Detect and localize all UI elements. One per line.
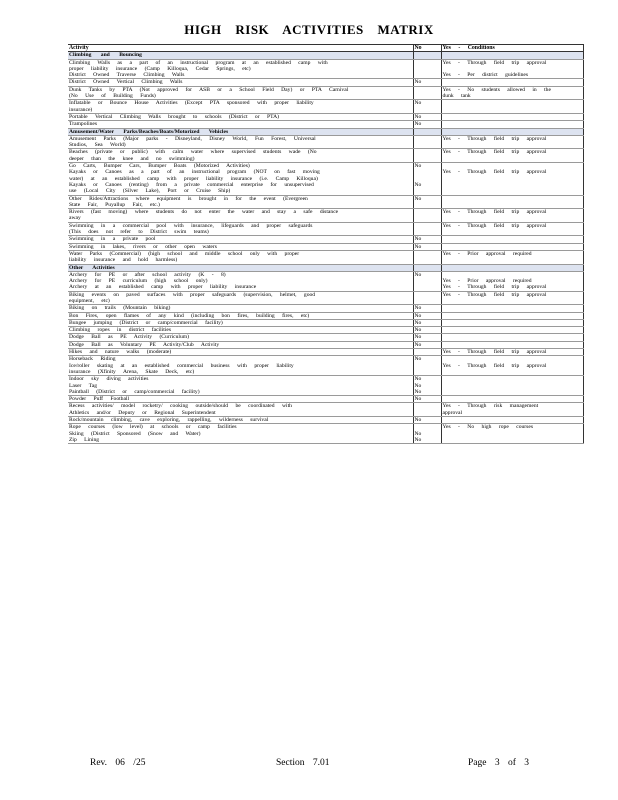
no-value: No — [414, 436, 422, 443]
activity-line: District Owned Vertical Climbing Walls — [69, 79, 183, 86]
activity-cell — [68, 271, 413, 291]
table-row — [68, 149, 583, 163]
condition-line — [443, 313, 582, 319]
activity-cell — [68, 250, 413, 264]
condition-line — [443, 156, 582, 162]
conditions-cell — [441, 121, 583, 128]
condition-line — [443, 215, 582, 221]
table-row — [68, 319, 583, 326]
activity-line: deeper than the knee and no swimming) — [69, 155, 195, 162]
activity-line: Horseback Riding — [69, 356, 116, 363]
activity-cell — [68, 417, 413, 424]
no-cell — [413, 209, 441, 223]
no-value: No — [414, 341, 422, 348]
no-cell — [413, 113, 441, 120]
no-cell — [413, 312, 441, 319]
condition-line: Yes - Through risk management — [442, 403, 539, 410]
no-cell — [413, 327, 441, 334]
no-cell — [413, 135, 441, 149]
activity-cell — [68, 222, 413, 236]
condition-line — [443, 369, 582, 375]
activity-cell — [68, 334, 413, 341]
activity-line: water) at an established camp with proper liability insurance (i.e. Camp Killoqua) — [69, 175, 318, 182]
condition-line — [443, 334, 582, 340]
no-value: No — [414, 334, 422, 341]
condition-line — [443, 320, 582, 326]
conditions-cell — [441, 163, 583, 195]
section-header-row — [68, 128, 583, 135]
activity-cell — [68, 236, 413, 243]
section-cell-blank — [441, 128, 583, 135]
table-row — [68, 312, 583, 319]
activity-line: Water Parks (Commercial) (high school and middle school only with proper — [69, 250, 300, 257]
conditions-cell — [441, 319, 583, 326]
activity-line: Rope courses (low level) at schools or camp facilities — [69, 424, 237, 431]
no-value — [415, 349, 440, 355]
table-row — [68, 305, 583, 312]
table-row — [68, 195, 583, 209]
no-cell — [413, 424, 441, 444]
condition-line — [443, 107, 582, 113]
activity-cell — [68, 163, 413, 195]
activity-line: Swimming in a private pool — [69, 236, 156, 243]
activity-line: Archery at an established camp with proper liability insurance — [69, 284, 257, 291]
condition-line — [443, 236, 582, 242]
condition-line — [443, 244, 582, 250]
activity-line: (This does not refer to District swim teams) — [69, 229, 209, 236]
no-cell — [413, 319, 441, 326]
table-row — [68, 113, 583, 120]
footer-revision: Rev. 06 /25 — [90, 758, 146, 768]
no-cell — [413, 271, 441, 291]
section-cell-blank — [413, 264, 441, 271]
activity-line: insurance) — [69, 106, 93, 113]
condition-line — [443, 202, 582, 208]
conditions-cell — [441, 79, 583, 86]
condition-line: Yes - Through field trip approval — [442, 149, 547, 156]
table-row — [68, 243, 583, 250]
activity-line: Studios, Sea World) — [69, 142, 126, 149]
no-cell — [413, 243, 441, 250]
activity-line: Powder Puff Football — [69, 396, 130, 403]
column-header-conditions: Yes - Conditions — [441, 45, 583, 52]
activity-line: Beaches (private or public) with calm water where supervised students wade (No — [69, 149, 317, 156]
condition-line — [443, 417, 582, 423]
no-value: No — [414, 356, 422, 363]
no-value — [415, 215, 440, 221]
section-cell-blank — [441, 52, 583, 59]
activity-line: Recess activities/ model rocketry/ cooking outside/should be coordinated with — [69, 403, 292, 410]
conditions-cell — [441, 396, 583, 403]
no-value: No — [414, 243, 422, 250]
condition-line: Yes - Prior approval required — [442, 250, 532, 257]
no-value — [415, 298, 440, 304]
activity-line: Bungee jumping (District or camp/commercial facility) — [69, 319, 223, 326]
activity-line: Climbing Walls as a part of an instructional program at an established camp with — [69, 59, 328, 66]
conditions-cell — [441, 356, 583, 376]
section-header-row — [68, 264, 583, 271]
condition-line — [443, 298, 582, 304]
conditions-cell — [441, 209, 583, 223]
no-cell — [413, 250, 441, 264]
conditions-cell — [441, 341, 583, 348]
no-value: No — [414, 382, 422, 389]
no-cell — [413, 59, 441, 79]
section-header-row — [68, 52, 583, 59]
condition-line: Yes - Through field trip approval — [442, 362, 547, 369]
conditions-cell — [441, 334, 583, 341]
no-cell — [413, 222, 441, 236]
no-value: No — [414, 396, 422, 403]
table-row — [68, 59, 583, 79]
no-value: No — [414, 195, 422, 202]
no-value — [415, 284, 440, 290]
no-value: No — [414, 417, 422, 424]
section-label: Climbing and Bouncing — [68, 52, 413, 59]
activity-line: (No Use of Building Funds) — [69, 93, 156, 100]
table-row — [68, 334, 583, 341]
conditions-cell — [441, 135, 583, 149]
condition-line — [443, 396, 582, 402]
activity-cell — [68, 312, 413, 319]
activity-line: Indoor sky diving activities — [69, 376, 149, 383]
conditions-cell — [441, 250, 583, 264]
no-cell — [413, 334, 441, 341]
activity-cell — [68, 209, 413, 223]
no-cell — [413, 121, 441, 128]
conditions-cell — [441, 349, 583, 356]
no-value: No — [414, 327, 422, 334]
activity-cell — [68, 149, 413, 163]
no-cell — [413, 305, 441, 312]
condition-line: Yes - No high rope courses — [442, 424, 533, 431]
activity-line: Ice/roller skating at an established commercial business with proper liability — [69, 362, 294, 369]
no-value — [415, 156, 440, 162]
activity-cell — [68, 59, 413, 79]
activity-line: Rivers (fast moving) where students do not enter the water and stay a safe distance — [69, 209, 339, 216]
condition-line — [443, 305, 582, 311]
condition-line: Yes - Through field trip approval — [442, 284, 547, 291]
condition-line: Yes - Through field trip approval — [442, 291, 547, 298]
table-row — [68, 327, 583, 334]
no-value: No — [414, 312, 422, 319]
activity-line: Biking on trails (Mountain biking) — [69, 305, 171, 312]
no-cell — [413, 403, 441, 417]
conditions-cell — [441, 376, 583, 396]
table-row — [68, 250, 583, 264]
no-cell — [413, 291, 441, 305]
activity-cell — [68, 396, 413, 403]
conditions-cell — [441, 327, 583, 334]
activity-cell — [68, 305, 413, 312]
conditions-cell — [441, 222, 583, 236]
activity-cell — [68, 327, 413, 334]
activity-line: Dodge Ball as Voluntary PE Activity/Club Activity — [69, 341, 220, 348]
activity-cell — [68, 243, 413, 250]
activity-cell — [68, 100, 413, 114]
conditions-cell — [441, 291, 583, 305]
activity-cell — [68, 356, 413, 376]
activity-line: Archery for PE curriculum (high school only) — [69, 278, 208, 285]
no-cell — [413, 236, 441, 243]
activity-cell — [68, 341, 413, 348]
activity-line: proper liability insurance (Camp Killoqua, Cedar Springs, etc) — [69, 65, 251, 72]
condition-line: approval — [442, 409, 463, 416]
condition-line — [443, 121, 582, 127]
activity-cell — [68, 376, 413, 396]
no-value — [415, 410, 440, 416]
activity-cell — [68, 195, 413, 209]
conditions-cell — [441, 312, 583, 319]
condition-line: Yes - Through field trip approval — [442, 169, 547, 176]
activity-line: Laser Tag — [69, 382, 98, 389]
conditions-cell — [441, 243, 583, 250]
section-cell-blank — [413, 128, 441, 135]
no-cell — [413, 376, 441, 396]
document-title: HIGH RISK ACTIVITIES MATRIX — [184, 22, 434, 37]
no-value: No — [414, 121, 422, 128]
no-value: No — [414, 163, 422, 170]
table-body — [68, 52, 583, 444]
column-header-activity: Activity — [68, 45, 413, 52]
condition-line — [443, 342, 582, 348]
table-row — [68, 236, 583, 243]
activity-line: Rock/mountain climbing, cave exploring, rappelling, wilderness survival — [69, 417, 269, 424]
condition-line: Yes - Per district guidelines — [442, 72, 529, 79]
table-row — [68, 135, 583, 149]
section-label: Amusement/Water Parks/Beaches/Boats/Motorized Vehicles — [68, 128, 413, 135]
activity-line: Portable Vertical Climbing Walls brought to schools (District or PTA) — [69, 113, 279, 120]
conditions-cell — [441, 100, 583, 114]
activity-cell — [68, 79, 413, 86]
table-row — [68, 291, 583, 305]
no-value — [415, 188, 440, 194]
high-risk-matrix-table — [68, 44, 584, 444]
conditions-cell — [441, 305, 583, 312]
table-row — [68, 356, 583, 376]
activity-line: District Owned Traverse Climbing Walls — [69, 72, 185, 79]
table-row — [68, 163, 583, 195]
activity-cell — [68, 403, 413, 417]
table-row — [68, 424, 583, 444]
section-cell-blank — [441, 264, 583, 271]
footer-page-number: Page 3 of 3 — [468, 758, 530, 768]
table-row — [68, 417, 583, 424]
activity-line: use (Local City (Silver Lake), Port or Cruise Ship) — [69, 188, 231, 195]
no-value: No — [414, 236, 422, 243]
conditions-cell — [441, 417, 583, 424]
conditions-cell — [441, 236, 583, 243]
no-cell — [413, 195, 441, 209]
table-row — [68, 376, 583, 396]
no-value: No — [414, 430, 422, 437]
activity-line: Dunk Tanks by PTA (Not approved for ASB or a School Field Day) or PTA Carnival — [69, 86, 349, 93]
conditions-cell — [441, 86, 583, 100]
activity-line: Climbing ropes in district facilities — [69, 327, 171, 334]
condition-line: Yes - Through field trip approval — [442, 222, 547, 229]
table-row — [68, 86, 583, 100]
column-header-no: No — [413, 45, 441, 52]
no-cell — [413, 396, 441, 403]
condition-line: Yes - No students allowed in the — [442, 86, 551, 93]
activity-line: liability insurance and hold harmless) — [69, 257, 178, 264]
condition-line: Yes - Through field trip approval — [442, 349, 547, 356]
activity-line: Athletics and/or Deputy or Regional Superintendent — [69, 409, 216, 416]
table-row — [68, 271, 583, 291]
condition-line: Yes - Through field trip approval — [442, 59, 547, 66]
activity-line: away — [69, 215, 81, 222]
table-row — [68, 396, 583, 403]
activity-line: State Fair, Puyallup Fair, etc.) — [69, 201, 160, 208]
no-value: No — [414, 376, 422, 383]
no-value — [415, 202, 440, 208]
condition-line — [443, 327, 582, 333]
no-value — [415, 229, 440, 235]
no-value — [415, 72, 440, 78]
no-cell — [413, 356, 441, 376]
condition-line: Yes - Through field trip approval — [442, 209, 547, 216]
activity-line: Swimming in lakes, rivers or other open waters — [69, 243, 217, 250]
no-value: No — [414, 271, 422, 278]
condition-line — [443, 188, 582, 194]
activity-cell — [68, 319, 413, 326]
activity-line: Biking events on paved surfaces with proper safeguards (supervision, helmet, good — [69, 291, 316, 298]
conditions-cell — [441, 403, 583, 417]
table-row — [68, 79, 583, 86]
activity-line: Swimming in a commercial pool with insurance, lifeguards and proper safeguards — [69, 222, 313, 229]
no-cell — [413, 86, 441, 100]
no-cell — [413, 341, 441, 348]
table-row — [68, 222, 583, 236]
activity-line: Amusement Parks (Major parks - Disneyland, Disney World, Fun Forest, Universal — [69, 135, 316, 142]
condition-line — [443, 142, 582, 148]
condition-line: Yes - Through field trip approval — [442, 135, 547, 142]
no-cell — [413, 417, 441, 424]
activity-cell — [68, 349, 413, 356]
table-row — [68, 100, 583, 114]
activity-line: insurance (Xfinity Arena, Skate Deck, etc) — [69, 368, 195, 375]
condition-line — [443, 389, 582, 395]
no-cell — [413, 149, 441, 163]
no-value — [415, 369, 440, 375]
activity-cell — [68, 113, 413, 120]
activity-line: Other Rides/Attractions where equipment is brought in for the event (Evergreen — [69, 195, 308, 202]
activity-cell — [68, 86, 413, 100]
no-value: No — [414, 388, 422, 395]
activity-line: Zip Lining — [69, 436, 100, 443]
activity-line: Hikes and nature walks (moderate) — [69, 349, 172, 356]
conditions-cell — [441, 271, 583, 291]
conditions-cell — [441, 149, 583, 163]
no-cell — [413, 163, 441, 195]
no-value: No — [414, 319, 422, 326]
condition-line — [443, 79, 582, 85]
no-value: No — [414, 100, 422, 107]
activity-line: Go Carts, Bumper Cars, Bumper Boats (Motorized Activities) — [69, 163, 250, 170]
activity-line: Trampolines — [69, 121, 98, 128]
no-cell — [413, 100, 441, 114]
activity-cell — [68, 424, 413, 444]
condition-line — [443, 257, 582, 263]
activity-line: Dodge Ball as PE Activity (Curriculum) — [69, 334, 189, 341]
no-value: No — [414, 305, 422, 312]
condition-line — [443, 229, 582, 235]
activity-cell — [68, 291, 413, 305]
table-row — [68, 341, 583, 348]
no-cell — [413, 79, 441, 86]
table-row — [68, 403, 583, 417]
activity-line: Kayaks or Canoes as a part of an instructional program (NOT on fast moving — [69, 169, 320, 176]
condition-line — [443, 437, 582, 443]
activity-line: Paintball (District or camp/commercial facility) — [69, 388, 200, 395]
activity-line: Kayaks or Canoes (renting) from a private commercial enterprise for unsupervised — [69, 181, 314, 188]
activity-line: equipment, etc) — [69, 297, 110, 304]
table-row — [68, 121, 583, 128]
no-cell — [413, 349, 441, 356]
no-value: No — [414, 79, 422, 86]
section-label: Other Activities — [68, 264, 413, 271]
condition-line: dunk tank — [442, 93, 471, 100]
table-row — [68, 209, 583, 223]
section-cell-blank — [413, 52, 441, 59]
table-header-row — [68, 45, 583, 52]
no-value — [415, 257, 440, 263]
no-value: No — [414, 113, 422, 120]
footer-section: Section 7.01 — [276, 758, 330, 768]
no-value — [415, 107, 440, 113]
activity-line: Archery for PE or after school activity (K - 8) — [69, 271, 226, 278]
no-value: No — [414, 181, 422, 188]
condition-line — [443, 114, 582, 120]
activity-line: Inflatable or Bounce House Activities (Except PTA sponsored with proper liability — [69, 100, 314, 107]
activity-cell — [68, 135, 413, 149]
condition-line: Yes - Prior approval required — [442, 278, 532, 285]
conditions-cell — [441, 424, 583, 444]
activity-line: Bon Fires, open flames of any kind (including bon fires, building fires, etc) — [69, 312, 310, 319]
activity-line: Skiing (District Sponsored (Snow and Water) — [69, 430, 201, 437]
no-value — [415, 93, 440, 99]
conditions-cell — [441, 195, 583, 209]
conditions-cell — [441, 59, 583, 79]
conditions-cell — [441, 113, 583, 120]
table-row — [68, 349, 583, 356]
no-value — [415, 142, 440, 148]
activity-cell — [68, 121, 413, 128]
